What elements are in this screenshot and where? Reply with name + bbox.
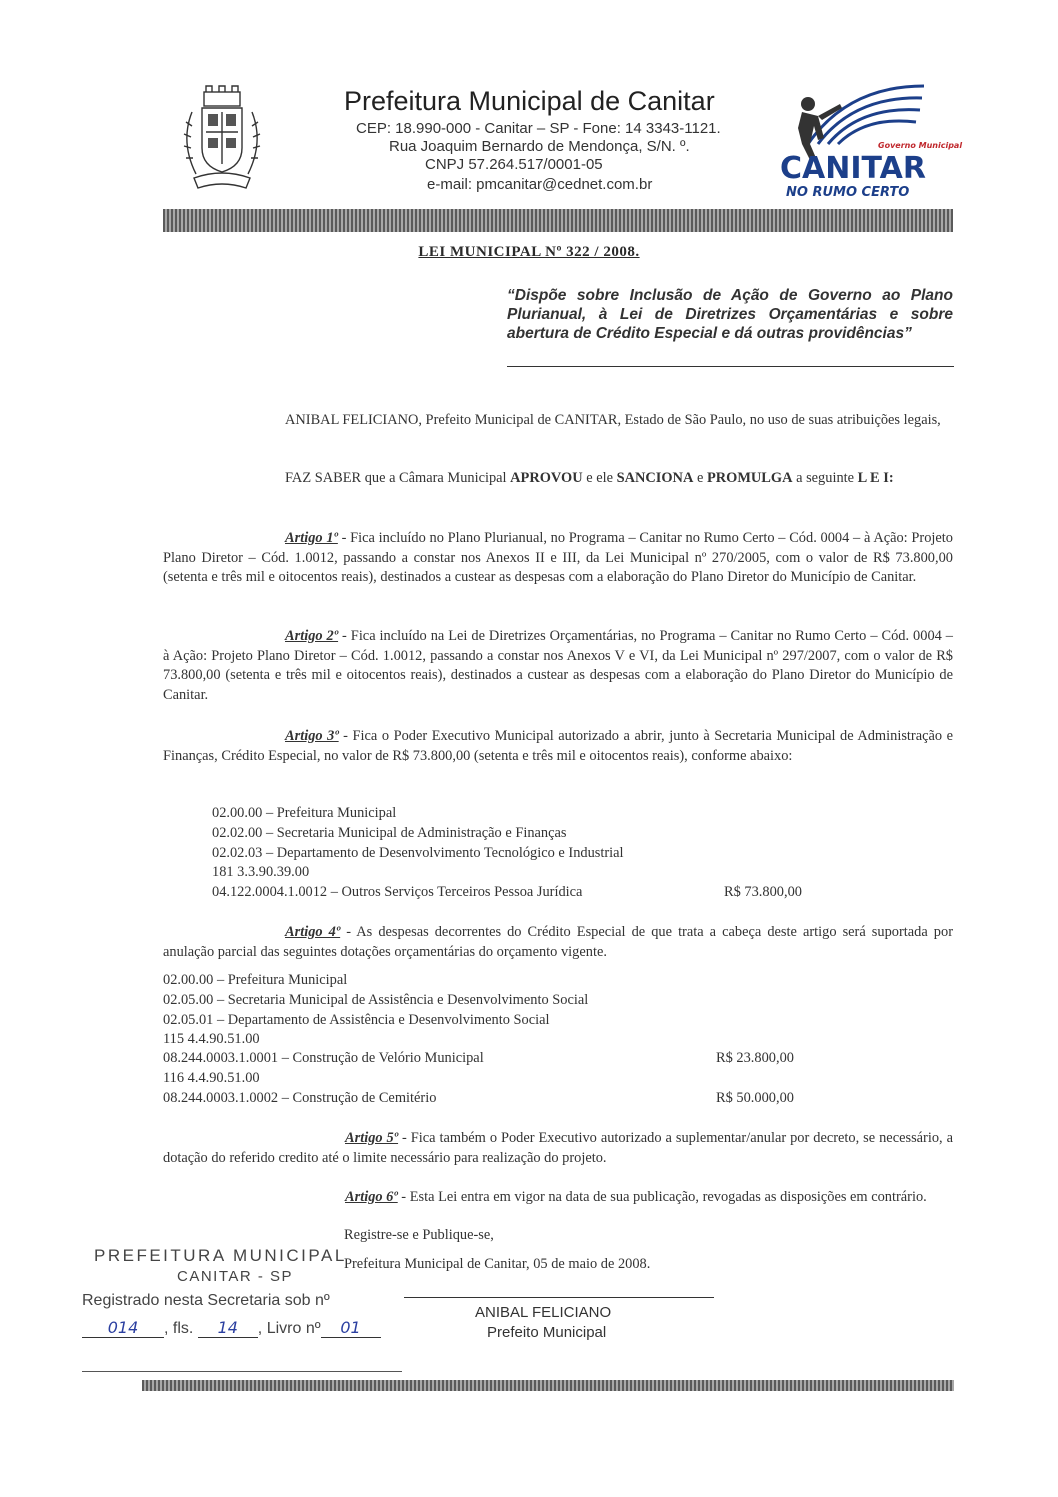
logo-slogan: NO RUMO CERTO	[786, 185, 910, 200]
header-title: Prefeitura Municipal de Canitar	[344, 86, 715, 116]
annul-amount: R$ 23.800,00	[716, 1050, 794, 1066]
article-1-label: Artigo 1º	[285, 530, 338, 546]
credit-list-item: 04.122.0004.1.0012 – Outros Serviços Terceiros Pessoa Jurídica	[212, 884, 583, 900]
credit-list-item: 02.02.03 – Departamento de Desenvolvimento Tecnológico e Industrial	[212, 845, 624, 861]
stamp-registry-fields: 014 , fls. 14 , Livro nº 01	[82, 1318, 381, 1338]
ementa-underline	[507, 366, 954, 367]
credit-amount: R$ 73.800,00	[724, 884, 802, 900]
signer-role: Prefeito Municipal	[487, 1324, 607, 1341]
header-address-cep: CEP: 18.990-000 - Canitar – SP - Fone: 14 3343-1121.	[356, 120, 721, 137]
annul-list-item: 08.244.0003.1.0001 – Construção de Velório Municipal	[163, 1050, 484, 1066]
annul-list-item: 116 4.4.90.51.00	[163, 1070, 260, 1086]
registre-publique: Registre-se e Publique-se,	[344, 1227, 494, 1243]
stamp-title: PREFEITURA MUNICIPAL	[94, 1246, 347, 1265]
signer-name: ANIBAL FELICIANO	[475, 1304, 612, 1321]
logo-name: CANITAR	[780, 151, 926, 186]
law-title: LEI MUNICIPAL Nº 322 / 2008.	[418, 244, 640, 260]
article-2: Artigo 2º - Fica incluído na Lei de Diretrizes Orçamentárias, no Programa – Canitar no Rumo Certo – Cód. 0004 – à Ação: Projeto Plano Diretor – Cód. 1.0012, passando a constar nos Anexos V e VI, da Lei Municipal nº 297/2007, com o valor de R$ 73.800,00 (setenta e três mil e oitocentos reais), destinados a custear as despesas com a elaboração do Plano Diretor do Município de Canitar.	[163, 628, 953, 703]
annul-list-item: 08.244.0003.1.0002 – Construção de Cemitério	[163, 1090, 437, 1106]
annul-amount: R$ 50.000,00	[716, 1090, 794, 1106]
stamp-registry-text: Registrado nesta Secretaria sob nº	[82, 1292, 330, 1309]
article-4-label: Artigo 4º	[285, 924, 341, 940]
header-email: e-mail: pmcanitar@cednet.com.br	[427, 176, 653, 193]
stamp-fls-number: 14	[198, 1318, 258, 1338]
article-6: Artigo 6º - Esta Lei entra em vigor na data de sua publicação, revogadas as disposições em contrário.	[345, 1189, 927, 1205]
annul-list-item: 115 4.4.90.51.00	[163, 1031, 260, 1047]
annul-list-item: 02.00.00 – Prefeitura Municipal	[163, 972, 348, 988]
annul-list-item: 02.05.00 – Secretaria Municipal de Assistência e Desenvolvimento Social	[163, 992, 589, 1008]
credit-list-item: 181 3.3.90.39.00	[212, 864, 310, 880]
article-1: Artigo 1º - Fica incluído no Plano Plurianual, no Programa – Canitar no Rumo Certo – Cód. 0004 – à Ação: Projeto Plano Diretor – Cód. 1.0012, passando a constar nos Anexos II e III, da Lei Municipal nº 270/2005, com o valor de R$ 73.800,00 (setenta e três mil e oitocentos reais), destinados a custear as despesas com a elaboração do Plano Diretor do Município de Canitar.	[163, 530, 953, 585]
signature-line	[404, 1297, 714, 1298]
article-6-label: Artigo 6º	[345, 1189, 398, 1205]
law-ementa: “Dispõe sobre Inclusão de Ação de Governo ao Plano Plurianual, à Lei de Diretrizes Orçamentárias e sobre abertura de Crédito Especial e dá outras providências”	[507, 287, 953, 342]
annul-list-item: 02.05.01 – Departamento de Assistência e Desenvolvimento Social	[163, 1012, 550, 1028]
footer-divider-band	[142, 1380, 954, 1391]
article-5: Artigo 5º - Fica também o Poder Executivo autorizado a suplementar/anular por decreto, se necessário, a dotação do referido credito até o limite necessário para realização do projeto.	[163, 1130, 953, 1166]
article-3-label: Artigo 3º	[285, 728, 339, 744]
intro-paragraph: ANIBAL FELICIANO, Prefeito Municipal de CANITAR, Estado de São Paulo, no uso de suas atribuições legais,	[285, 412, 941, 428]
stamp-city: CANITAR - SP	[177, 1268, 294, 1285]
header-cnpj: CNPJ 57.264.517/0001-05	[425, 156, 603, 173]
article-3: Artigo 3º - Fica o Poder Executivo Municipal autorizado a abrir, junto à Secretaria Municipal de Administração e Finanças, Crédito Especial, no valor de R$ 73.800,00 (setenta e três mil e oitocentos reais), conforme abaixo:	[163, 728, 953, 764]
credit-list-item: 02.02.00 – Secretaria Municipal de Administração e Finanças	[212, 825, 567, 841]
header-divider-band	[163, 209, 953, 232]
canitar-logo	[774, 82, 963, 202]
article-5-label: Artigo 5º	[345, 1130, 399, 1146]
credit-list-item: 02.00.00 – Prefeitura Municipal	[212, 805, 397, 821]
stamp-underline	[82, 1371, 402, 1372]
stamp-registry-number: 014	[82, 1318, 164, 1338]
logo-top-text: Governo Municipal	[878, 141, 963, 150]
article-4: Artigo 4º - As despesas decorrentes do Crédito Especial de que trata a cabeça deste artigo será suportada por anulação parcial das seguintes dotações orçamentárias do orçamento vigente.	[163, 924, 953, 960]
header-address-street: Rua Joaquim Bernardo de Mendonça, S/N. º.	[389, 138, 690, 155]
faz-saber-paragraph: FAZ SABER que a Câmara Municipal APROVOU e ele SANCIONA e PROMULGA a seguinte L E I:	[285, 470, 894, 486]
stamp-livro-number: 01	[321, 1318, 381, 1338]
article-2-label: Artigo 2º	[285, 628, 339, 644]
municipal-crest-icon	[176, 82, 268, 198]
place-date: Prefeitura Municipal de Canitar, 05 de maio de 2008.	[344, 1256, 651, 1272]
